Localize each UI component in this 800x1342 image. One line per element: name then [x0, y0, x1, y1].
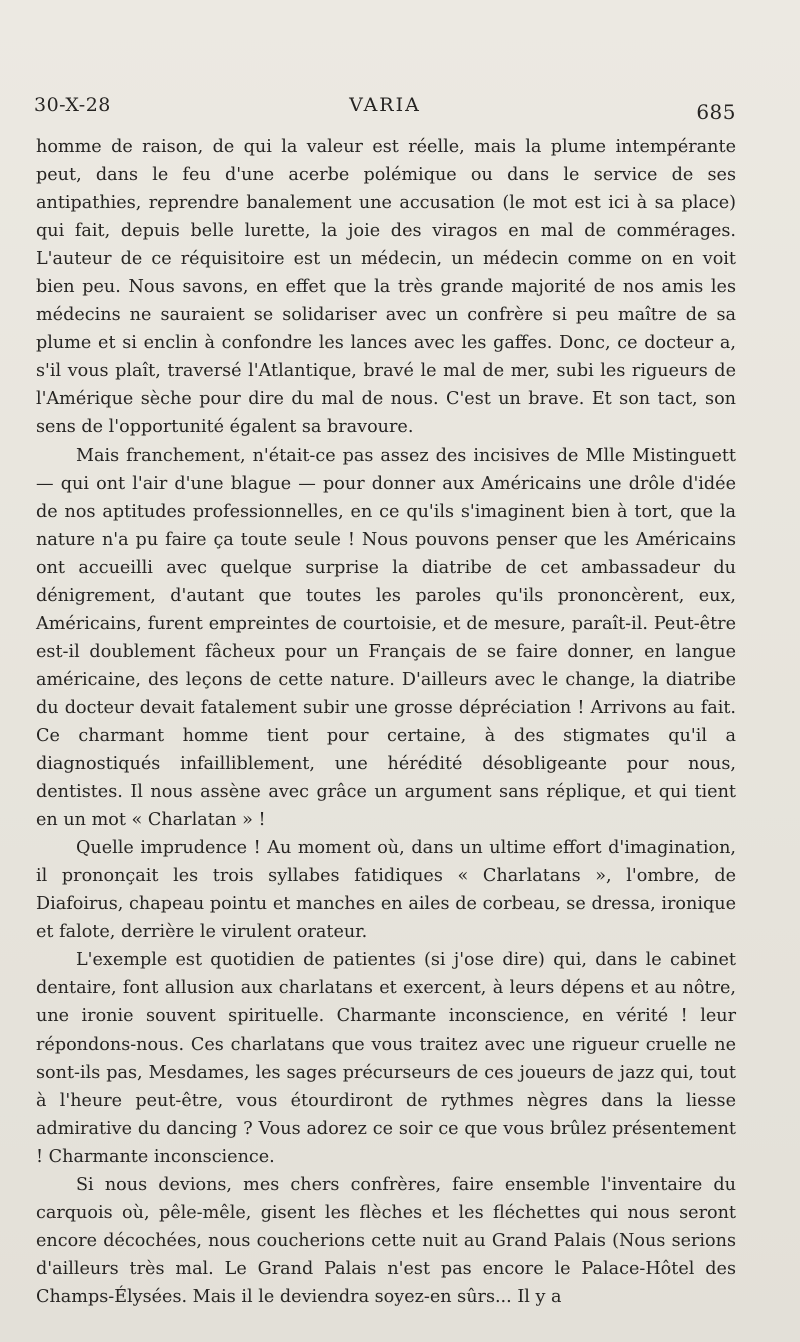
paragraph-2: Mais franchement, n'était-ce pas assez des incisives de Mlle Mistinguett — qui ont l'air d'une blague — pour donner aux Américains une drôle d'idée de nos aptitudes professionnelles, en ce qu'ils s'imaginent bien à tort, que la nature n'a pu faire ça toute seule ! Nous pouvons penser que les Américains ont accueilli avec quelque surprise la diatribe de cet ambassadeur du dénigrement, d'autant que toutes les paroles qu'ils prononcèrent, eux, Américains, furent empreintes de courtoisie, et de mesure, paraît-il. Peut-être est-il doublement fâcheux pour un Français de se faire donner, en langue américaine, des leçons de cette nature. D'ailleurs avec le change, la diatribe du docteur devait fatalement subir une grosse dépréciation ! Arrivons au fait. Ce charmant homme tient pour certaine, à des stigmates qu'il a diagnostiqués infailliblement, une hérédité désobligeante pour nous, dentistes. Il nous assène avec grâce un argument sans réplique, et qui tient en un mot « Charlatan » !: [36, 445, 736, 831]
paragraph-4: L'exemple est quotidien de patientes (si j'ose dire) qui, dans le cabinet dentaire, font allusion aux charlatans et exercent, à leurs dépens et au nôtre, une ironie souvent spirituelle. Charmante inconscience, en vérité ! leur répondons-nous. Ces charlatans que vous traitez avec une rigueur cruelle ne sont-ils pas, Mesdames, les sages précurseurs de ces joueurs de jazz qui, tout à l'heure peut-être, vous étourdiront de rythmes nègres dans la liesse admirative du dancing ? Vous adorez ce soir ce que vous brûlez présentement ! Charmante inconscience.: [36, 950, 736, 1167]
header-section-title: VARIA: [349, 94, 421, 116]
paragraph-5: Si nous devions, mes chers confrères, faire ensemble l'inventaire du carquois où, pêle-mêle, gisent les flèches et les fléchettes qui nous seront encore décochées, nous coucherions cette nuit au Grand Palais (Nous serions d'ailleurs très mal. Le Grand Palais n'est pas encore le Palace-Hôtel des Champs-Élysées. Mais il le deviendra soyez-en sûrs... Il y a: [36, 1174, 736, 1307]
article-body: [36, 133, 736, 1311]
running-header: [34, 94, 736, 124]
page-number: 685: [696, 100, 736, 124]
paragraph-1: homme de raison, de qui la valeur est réelle, mais la plume intempérante peut, dans le feu d'une acerbe polémique ou dans le service de ses antipathies, reprendre banalement une accusation (le mot est ici à sa place) qui fait, depuis belle lurette, la joie des viragos en mal de commérages. L'auteur de ce réquisitoire est un médecin, un médecin comme on en voit bien peu. Nous savons, en effet que la très grande majorité de nos amis les médecins ne sauraient se solidariser avec un confrère si peu maître de sa plume et si enclin à confondre les lances avec les gaffes. Donc, ce docteur a, s'il vous plaît, traversé l'Atlantique, bravé le mal de mer, subi les rigueurs de l'Amérique sèche pour dire du mal de nous. C'est un brave. Et son tact, son sens de l'opportunité égalent sa bravoure.: [36, 137, 736, 438]
paragraph-3: Quelle imprudence ! Au moment où, dans un ultime effort d'imagination, il prononçait les trois syllabes fatidiques « Charlatans », l'ombre, de Diafoirus, chapeau pointu et manches en ailes de corbeau, se dressa, ironique et falote, derrière le virulent orateur.: [36, 838, 736, 943]
header-date: 30-X-28: [34, 94, 111, 116]
